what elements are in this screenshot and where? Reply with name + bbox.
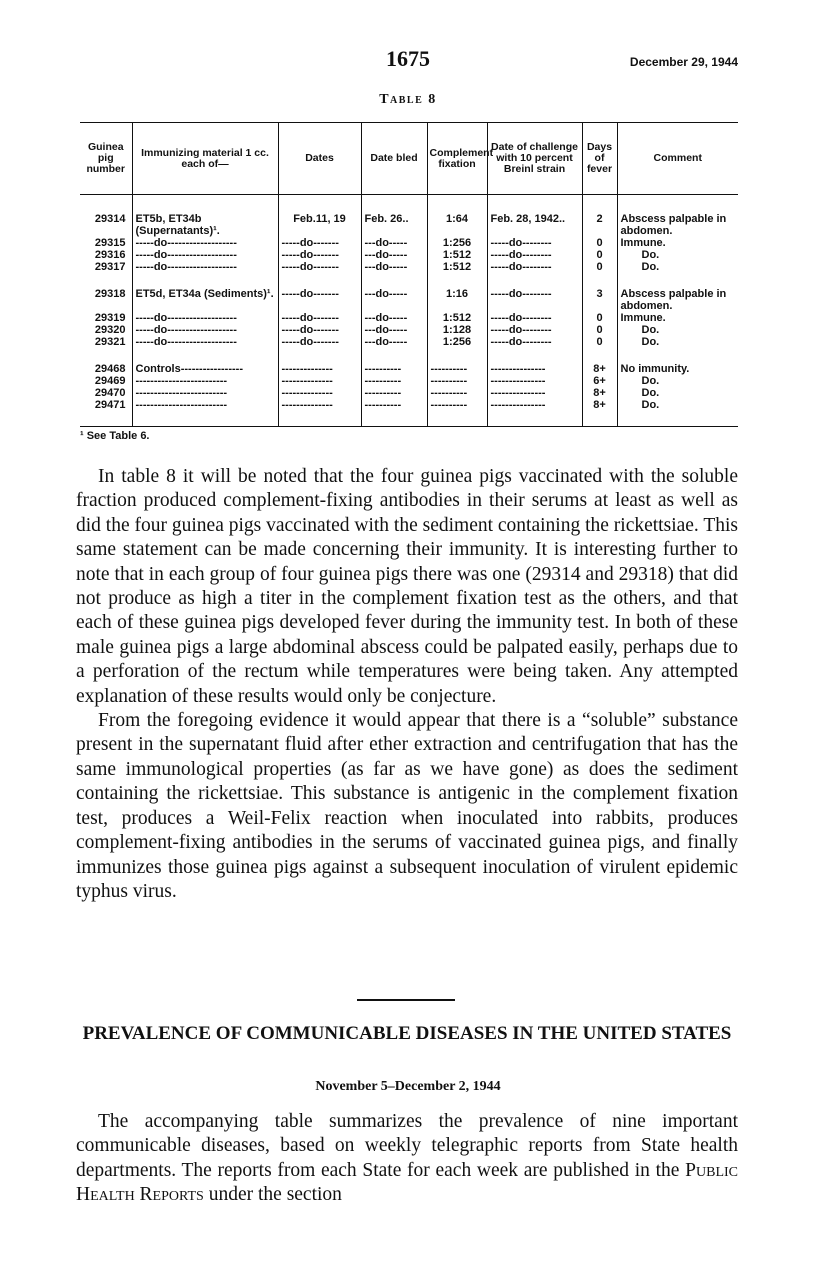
paragraph-text: The accompanying table summarizes the prevalence of nine important communicable diseases, based on weekly telegraphic reports from State health departments. The reports from each State for each week are published in the	[76, 1111, 738, 1181]
paragraph	[76, 1110, 738, 1208]
paragraph-text: under the section	[208, 1184, 342, 1206]
complement-fixation: 1:512	[427, 312, 487, 324]
immunizing-material: -----do-------------------	[132, 237, 278, 249]
immunizing-material: -----do-------------------	[132, 336, 278, 348]
dates: --------------	[278, 363, 361, 375]
days-of-fever: 0	[582, 336, 617, 348]
table-row	[80, 249, 738, 261]
table-header-row	[80, 123, 738, 195]
date-bled: Feb. 26..	[361, 195, 427, 238]
guinea-pig-number: 29470	[80, 387, 132, 399]
table-row	[80, 288, 738, 312]
comment: Do.	[641, 336, 660, 348]
date-bled: ----------	[361, 399, 427, 411]
days-of-fever: 2	[582, 195, 617, 238]
section-subheading: November 5–December 2, 1944	[315, 1079, 501, 1094]
guinea-pig-number: 29468	[80, 363, 132, 375]
page-number: 1675	[386, 46, 430, 71]
challenge-date: -----do--------	[487, 312, 582, 324]
comment: Do.	[641, 399, 660, 411]
date-bled: ---do-----	[361, 336, 427, 348]
days-of-fever: 6+	[582, 375, 617, 387]
table-row	[80, 237, 738, 249]
section-divider	[357, 999, 455, 1001]
complement-fixation: 1:512	[427, 249, 487, 261]
column-header: Date bled	[361, 123, 427, 195]
table-row	[80, 399, 738, 411]
date-bled: ----------	[361, 375, 427, 387]
table-row	[80, 363, 738, 375]
comment: Do.	[641, 324, 660, 336]
table-spacer	[80, 273, 738, 288]
guinea-pig-number: 29316	[80, 249, 132, 261]
guinea-pig-number: 29314	[80, 195, 132, 238]
table-spacer	[80, 348, 738, 363]
immunizing-material: -----do-------------------	[132, 312, 278, 324]
challenge-date: -----do--------	[487, 261, 582, 273]
table-row	[80, 387, 738, 399]
comment: No immunity.	[620, 363, 690, 375]
table-row	[80, 375, 738, 387]
challenge-date: -----do--------	[487, 249, 582, 261]
challenge-date: -----do--------	[487, 237, 582, 249]
complement-fixation: 1:256	[427, 237, 487, 249]
dates: -----do-------	[278, 249, 361, 261]
guinea-pig-number: 29319	[80, 312, 132, 324]
complement-fixation: 1:128	[427, 324, 487, 336]
complement-fixation: 1:16	[427, 288, 487, 312]
immunizing-material: ET5b, ET34b (Supernatants)¹.	[132, 195, 278, 238]
immunizing-material: ET5d, ET34a (Sediments)¹.	[132, 288, 278, 312]
immunizing-material: -----do-------------------	[132, 261, 278, 273]
complement-fixation: ----------	[427, 387, 487, 399]
challenge-date: ---------------	[487, 375, 582, 387]
column-header: Complement fixation	[427, 123, 487, 195]
days-of-fever: 0	[582, 237, 617, 249]
results-table	[80, 122, 738, 427]
publication-title: Public Health Reports	[76, 1159, 739, 1206]
complement-fixation: ----------	[427, 399, 487, 411]
complement-fixation: ----------	[427, 363, 487, 375]
issue-date: December 29, 1944	[629, 55, 738, 69]
days-of-fever: 0	[582, 249, 617, 261]
date-bled: ----------	[361, 363, 427, 375]
column-header: Comment	[617, 123, 738, 195]
immunizing-material: Controls-----------------	[132, 363, 278, 375]
date-bled: ---do-----	[361, 237, 427, 249]
comment: Immune.	[620, 312, 666, 324]
column-header: Days of fever	[582, 123, 617, 195]
days-of-fever: 0	[582, 324, 617, 336]
guinea-pig-number: 29321	[80, 336, 132, 348]
table-row	[80, 261, 738, 273]
dates: Feb.11, 19	[278, 195, 361, 238]
table-title: Table 8	[379, 92, 437, 107]
paragraph: In table 8 it will be noted that the four guinea pigs vaccinated with the soluble fraction produced complement-fixing antibodies in their serums at least as well as did the four guinea pigs vaccinated with the sediment containing the rickettsiae. This same statement can be made concerning their immunity. It is interesting further to note that in each group of four guinea pigs there was one (29314 and 29318) that did not produce as high a titer in the complement fixation test as the others, and that each of these guinea pigs developed fever during the immunity test. In both of these male guinea pigs a large abdominal abscess could be palpated easily, perhaps due to a perforation of the rectum while temperatures were being taken. Any attempted explanation of these results would only be conjecture.	[76, 466, 738, 707]
column-header: Immunizing material 1 cc. each of—	[132, 123, 278, 195]
paragraph: From the foregoing evidence it would appear that there is a “soluble” substance present in the supernatant fluid after ether extraction and centrifugation that has the same immunological properties (as far as we have gone) as does the sediment containing the rickettsiae. This substance is antigenic in the complement fixation test, produces a Weil-Felix reaction when inoculated into rabbits, produces complement-fixing antibodies in the serums of vaccinated guinea pigs, and finally immunizes those guinea pigs against a subsequent inoculation of virulent epidemic typhus virus.	[76, 710, 738, 902]
immunizing-material: -------------------------	[132, 387, 278, 399]
table-spacer	[80, 411, 738, 427]
immunizing-material: -------------------------	[132, 375, 278, 387]
dates: -----do-------	[278, 312, 361, 324]
guinea-pig-number: 29471	[80, 399, 132, 411]
days-of-fever: 3	[582, 288, 617, 312]
guinea-pig-number: 29320	[80, 324, 132, 336]
date-bled: ---do-----	[361, 249, 427, 261]
table-row	[80, 336, 738, 348]
comment: Do.	[641, 261, 660, 273]
comment: Immune.	[620, 237, 666, 249]
column-header: Date of challenge with 10 percent Breinl strain	[487, 123, 582, 195]
challenge-date: -----do--------	[487, 336, 582, 348]
days-of-fever: 8+	[582, 387, 617, 399]
date-bled: ----------	[361, 387, 427, 399]
complement-fixation: 1:256	[427, 336, 487, 348]
table-row	[80, 312, 738, 324]
comment: Do.	[641, 387, 660, 399]
column-header: Dates	[278, 123, 361, 195]
guinea-pig-number: 29318	[80, 288, 132, 312]
challenge-date: ---------------	[487, 363, 582, 375]
complement-fixation: ----------	[427, 375, 487, 387]
days-of-fever: 0	[582, 312, 617, 324]
section-body	[76, 1110, 738, 1208]
date-bled: ---do-----	[361, 324, 427, 336]
challenge-date: -----do--------	[487, 288, 582, 312]
dates: --------------	[278, 399, 361, 411]
section-heading: PREVALENCE OF COMMUNICABLE DISEASES IN THE UNITED STATES	[82, 1023, 732, 1044]
dates: -----do-------	[278, 324, 361, 336]
immunizing-material: -------------------------	[132, 399, 278, 411]
dates: --------------	[278, 375, 361, 387]
date-bled: ---do-----	[361, 288, 427, 312]
comment: Abscess palpable in abdomen.	[620, 213, 727, 237]
table-footnote: ¹ See Table 6.	[80, 430, 150, 442]
immunizing-material: -----do-------------------	[132, 324, 278, 336]
date-bled: ---do-----	[361, 261, 427, 273]
challenge-date: ---------------	[487, 387, 582, 399]
date-bled: ---do-----	[361, 312, 427, 324]
days-of-fever: 0	[582, 261, 617, 273]
challenge-date: -----do--------	[487, 324, 582, 336]
immunizing-material: -----do-------------------	[132, 249, 278, 261]
dates: -----do-------	[278, 237, 361, 249]
dates: -----do-------	[278, 261, 361, 273]
complement-fixation: 1:512	[427, 261, 487, 273]
guinea-pig-number: 29317	[80, 261, 132, 273]
guinea-pig-number: 29469	[80, 375, 132, 387]
table-row	[80, 324, 738, 336]
table-row	[80, 195, 738, 238]
guinea-pig-number: 29315	[80, 237, 132, 249]
comment: Do.	[641, 249, 660, 261]
dates: --------------	[278, 387, 361, 399]
comment: Abscess palpable in abdomen.	[620, 288, 727, 312]
body-text	[76, 465, 738, 904]
comment: Do.	[641, 375, 660, 387]
column-header: Guinea pig number	[80, 123, 132, 195]
dates: -----do-------	[278, 288, 361, 312]
days-of-fever: 8+	[582, 399, 617, 411]
challenge-date: Feb. 28, 1942..	[487, 195, 582, 238]
challenge-date: ---------------	[487, 399, 582, 411]
complement-fixation: 1:64	[427, 195, 487, 238]
dates: -----do-------	[278, 336, 361, 348]
days-of-fever: 8+	[582, 363, 617, 375]
